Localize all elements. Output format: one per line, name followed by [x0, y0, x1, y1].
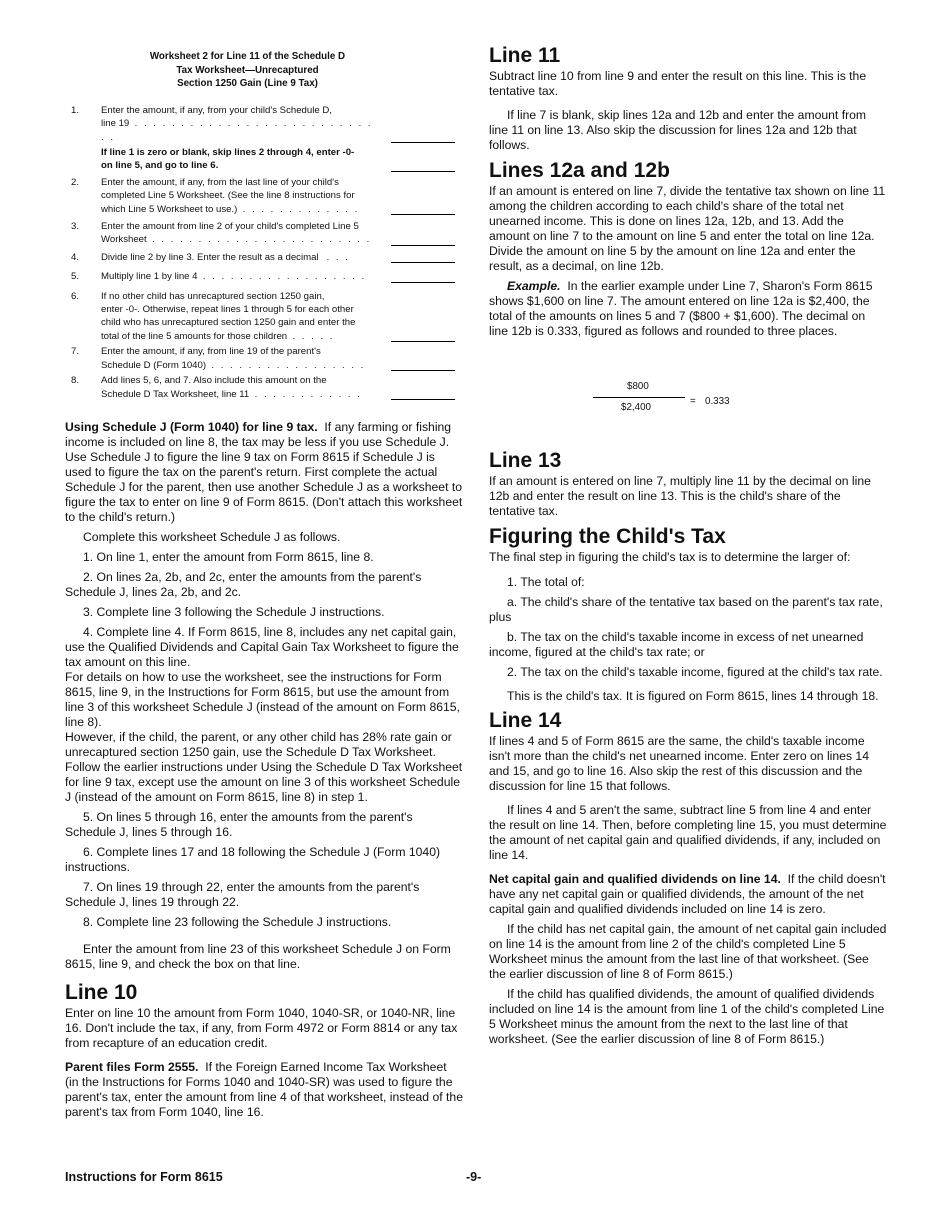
step-5: 5. On lines 5 through 16, enter the amounts from the parent's Schedule J, lines 5 through 16. [65, 810, 413, 839]
worksheet-row-5: 5. Multiply line 1 by line 4 . . . . . . . . . . . . . . . . . . [65, 270, 455, 283]
fraction-bar [593, 397, 685, 398]
step-4: 4. Complete line 4. If Form 8615, line 8, includes any net capital gain, use the Qualified Dividends and Capital Gain Tax Worksheet to figure the tax amount on this line. [65, 625, 459, 669]
left-column [65, 420, 463, 1120]
right-column [489, 43, 887, 339]
step-4-details: For details on how to use the worksheet, see the instructions for Form 8615, line 9, in the Instructions for Form 8615, but use the amount from line 3 of this worksheet Schedule J (instead of the amount on Form 8615, line 8). [65, 670, 460, 729]
step-2: 2. On lines 2a, 2b, and 2c, enter the amounts from the parent's Schedule J, lines 2a, 2b, and 2c. [65, 570, 422, 599]
entry-line-1[interactable] [391, 141, 455, 143]
step-1: 1. On line 1, enter the amount from Form 8615, line 8. [83, 550, 374, 564]
worksheet-row-2: 2. Enter the amount, if any, from the last line of your child's completed Line 5 Worksheet. (See the line 8 instructions for which Line 5 Worksheet to use.) . . . . . . . . . . . . . [65, 176, 455, 216]
heading-line-13: Line 13 [489, 449, 562, 472]
worksheet-row-7: 7. Enter the amount, if any, from line 19 of the parent's Schedule D (Form 1040) . . . . . . . . . . . . . . . . . [65, 345, 455, 372]
paragraph: Enter on line 10 the amount from Form 1040, 1040-SR, or 1040-NR, line 16. Don't include the tax, if any, from Form 4972 or Form 8814 or any tax from recapture of an education credit. [65, 1006, 458, 1050]
worksheet-row-6: 6. If no other child has unrecaptured section 1250 gain, enter -0-. Otherwise, repeat lines 1 through 5 for each other child who has unrecaptured section 1250 gain and enter the total of the line 5 amounts for those children . . . . . [65, 290, 455, 344]
paragraph: Enter the amount from line 23 of this worksheet Schedule J on Form 8615, line 9, and check the box on that line. [65, 942, 451, 971]
entry-line-2[interactable] [391, 213, 455, 215]
list-item: 2. The tax on the child's taxable income, figured at the child's tax rate. [507, 665, 883, 679]
paragraph: If an amount is entered on line 7, multiply line 11 by the decimal on line 12b and enter the result on line 13. This is the child's share of the tentative tax. [489, 474, 871, 518]
paragraph: The final step in figuring the child's tax is to determine the larger of: [489, 550, 851, 564]
entry-line-7[interactable] [391, 369, 455, 371]
heading-line-11: Line 11 [489, 44, 561, 67]
list-item: b. The tax on the child's taxable income in excess of net unearned income, figured at the child's tax rate; or [489, 630, 864, 659]
parent-files-form-2555: Parent files Form 2555. If the Foreign Earned Income Tax Worksheet (in the Instructions for Forms 1040 and 1040-SR) was used to figure the parent's tax, enter the amount from line 4 of that worksheet, instead of the parent's tax from Form 1040, line 16. [65, 1060, 463, 1119]
paragraph: If the child has qualified dividends, the amount of qualified dividends included on line 14 is the amount from line 1 of the child's completed Line 5 Worksheet minus the amount from the next to the last line of that worksheet. (See the earlier discussion of line 8 of Form 8615.) [489, 987, 885, 1046]
step-7: 7. On lines 19 through 22, enter the amounts from the parent's Schedule J, lines 19 through 22. [65, 880, 420, 909]
entry-line-3[interactable] [391, 244, 455, 246]
paragraph: If lines 4 and 5 aren't the same, subtract line 5 from line 4 and enter the result on line 14. Then, before completing line 15, you must determine the amount of net capital gain and qualified dividends, if any, included on line 14. [489, 803, 887, 862]
worksheet-2-line-11 [65, 50, 455, 401]
paragraph: If an amount is entered on line 7, divide the tentative tax shown on line 11 among the children according to each child's share of the total net unearned income. This is done on lines 12a, 12b, and 13. Add the amount on line 7 to the amount on line 5 and enter the total on line 12a. Divide the amount on line 5 by the amount on line 12a and enter the result, as a decimal, on line 12b. [489, 184, 886, 273]
right-column-lower [489, 448, 887, 1047]
page-number: -9- [466, 1170, 482, 1184]
list-item: a. The child's share of the tentative tax based on the parent's tax rate, plus [489, 595, 883, 624]
fraction-result: 0.333 [705, 396, 730, 407]
heading-line-10: Line 10 [65, 981, 138, 1004]
step-6: 6. Complete lines 17 and 18 following the Schedule J (Form 1040) instructions. [65, 845, 441, 874]
step-8: 8. Complete line 23 following the Schedule J instructions. [83, 915, 392, 929]
entry-line-5[interactable] [391, 281, 455, 283]
entry-line-6[interactable] [391, 340, 455, 342]
worksheet-row-8: 8. Add lines 5, 6, and 7. Also include this amount on the Schedule D Tax Worksheet, line 11 . . . . . . . . . . . . [65, 374, 455, 401]
paragraph: Complete this worksheet Schedule J as follows. [83, 530, 341, 544]
equals-sign: = [690, 396, 696, 407]
paragraph: Subtract line 10 from line 9 and enter the result on this line. This is the tentative tax. [489, 69, 867, 98]
paragraph: If the child has net capital gain, the amount of net capital gain included on line 14 is the amount from line 2 of the child's completed Line 5 Worksheet minus the amount from the last line of that worksheet. (See the earlier discussion of line 8 of Form 8615.) [489, 922, 887, 981]
footer-title: Instructions for Form 8615 [65, 1170, 223, 1184]
paragraph: This is the child's tax. It is figured on Form 8615, lines 14 through 18. [507, 689, 879, 703]
worksheet-row-1: 1. Enter the amount, if any, from your child's Schedule D, line 19 . . . . . . . . . . . . . . . . . . . . . . . . . . . . [65, 104, 455, 144]
example-paragraph: Example. In the earlier example under Line 7, Sharon's Form 8615 shows $1,600 on line 7. The amount entered on line 12a is $2,400, the total of the amounts on lines 5 and 7 ($800 + $1,600). The decimal on line 12b is 0.333, figured as follows and rounded to three places. [489, 279, 873, 338]
step-4-however: However, if the child, the parent, or any other child has 28% rate gain or unrecaptured section 1250 gain, use the Schedule D Tax Worksheet. Follow the earlier instructions under Using the Schedule D Tax Worksheet for line 9 tax, except use the amount on line 3 of this worksheet Schedule J (instead of the amount on Form 8615, line 8) in step 1. [65, 730, 463, 804]
worksheet-row-3: 3. Enter the amount from line 2 of your child's completed Line 5 Worksheet . . . . . . . . . . . . . . . . . . . . . . . . [65, 220, 455, 247]
step-3: 3. Complete line 3 following the Schedule J instructions. [83, 605, 385, 619]
paragraph: If lines 4 and 5 of Form 8615 are the same, the child's taxable income isn't more than the child's net unearned income. Enter zero on lines 14 and 15, and go to line 16. Also skip the rest of this discussion and the discussion for line 15 that follows. [489, 734, 869, 793]
entry-line-4[interactable] [391, 261, 455, 263]
entry-line-skip[interactable] [391, 170, 455, 172]
fraction-denominator: $2,400 [621, 402, 651, 413]
paragraph: If line 7 is blank, skip lines 12a and 12b and enter the amount from line 11 on line 13. Also skip the discussion for lines 12a and 12b that follows. [489, 108, 867, 152]
fraction-numerator: $800 [627, 381, 649, 392]
net-capital-gain-paragraph: Net capital gain and qualified dividends on line 14. If the child doesn't have any net capital gain or qualified dividends, the amount of the net capital gain and qualified dividends included on line 14 is zero. [489, 872, 886, 916]
entry-line-8[interactable] [391, 398, 455, 400]
heading-line-14: Line 14 [489, 709, 562, 732]
heading-lines-12a-12b: Lines 12a and 12b [489, 159, 670, 182]
worksheet-row-skip: If line 1 is zero or blank, skip lines 2 through 4, enter -0- on line 5, and go to line 6. [65, 146, 455, 173]
worksheet-row-4: 4. Divide line 2 by line 3. Enter the result as a decimal . . . [65, 251, 455, 264]
worksheet-title: Worksheet 2 for Line 11 of the Schedule D Tax Worksheet—Unrecaptured Section 1250 Gain (Line 9 Tax) [149, 51, 346, 90]
schedule-j-intro: Using Schedule J (Form 1040) for line 9 tax. If any farming or fishing income is included on line 8, the tax may be less if you use Schedule J. Use Schedule J to figure the line 9 tax on Form 8615 if Schedule J is used to figure the tax on the parent's return. First complete the actual Schedule J for the parent, then use another Schedule J as a worksheet to figure the tax to enter on line 9 of Form 8615. (Don't attach this worksheet to the child's return.) [65, 420, 463, 524]
list-item: 1. The total of: [507, 575, 585, 589]
heading-figuring-childs-tax: Figuring the Child's Tax [489, 525, 726, 548]
